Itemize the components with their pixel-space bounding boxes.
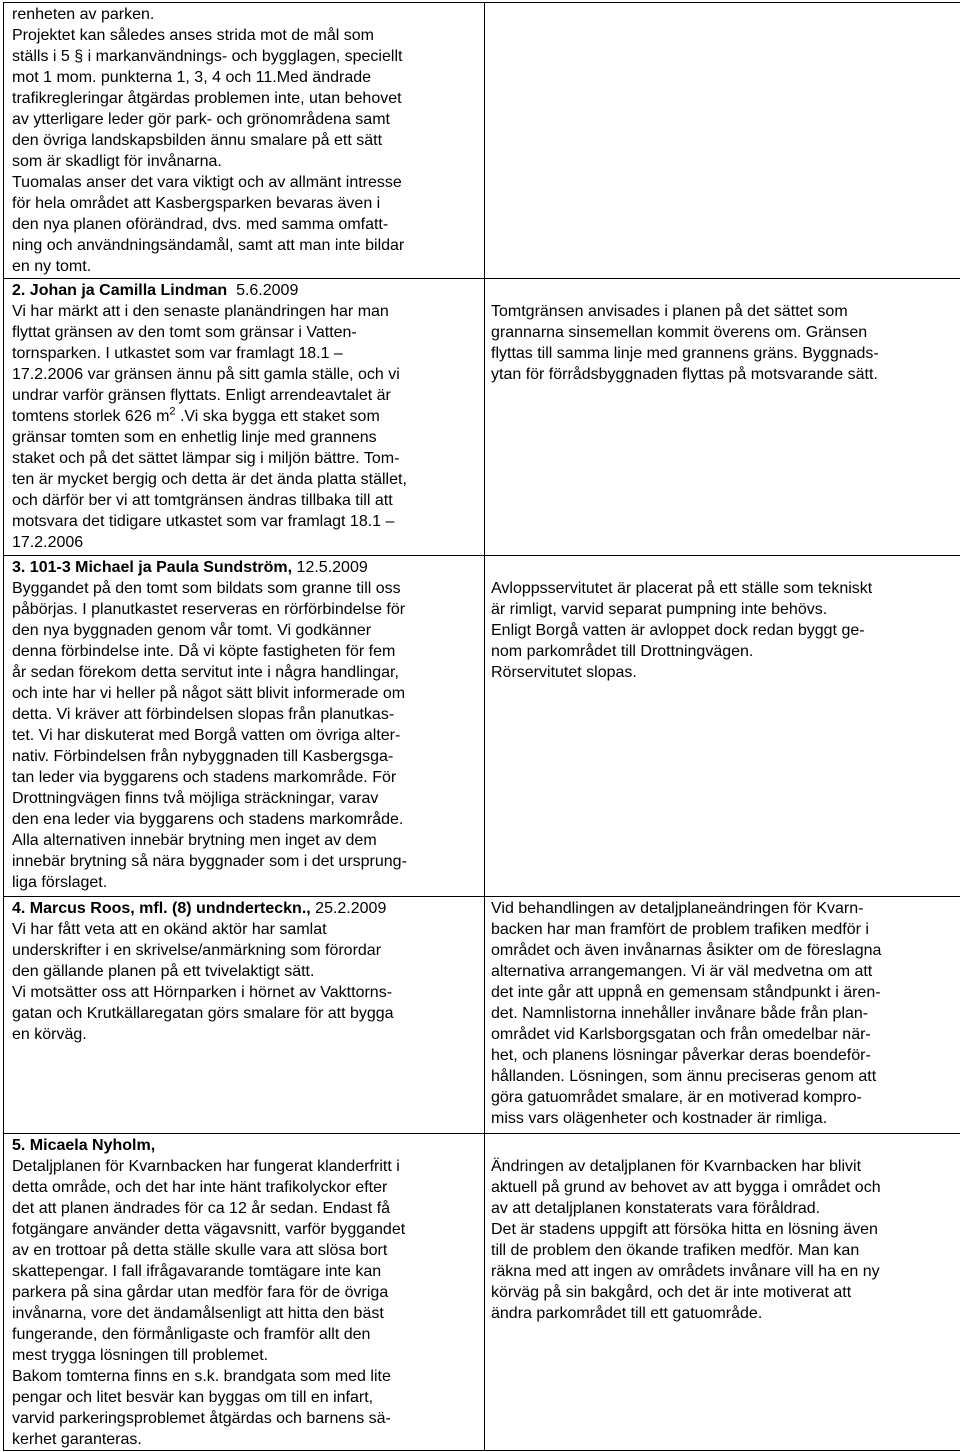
text-line: Det är stadens uppgift att försöka hitta en lösning även [491, 1221, 878, 1238]
text-line: miss vars olägenheter och kostnader är rimliga. [491, 1110, 828, 1127]
text-line: är rimligt, varvid separat pumpning inte behövs. [491, 601, 828, 618]
text-line: ning och användningsändamål, samt att man inte bildar [12, 237, 405, 254]
text-line: Vi har märkt att i den senaste planändringen har man [12, 303, 389, 320]
text-line: Bakom tomterna finns en s.k. brandgata som med lite [12, 1368, 391, 1385]
text-line: ten är mycket bergig och detta är det ända platta stället, [12, 471, 407, 488]
text-line: Tuomalas anser det vara viktigt och av allmänt intresse [12, 174, 402, 191]
text-line: detta. Vi kräver att förbindelsen slopas från planutkas- [12, 706, 395, 723]
text-line: fotgängare använder detta vägavsnitt, varför byggandet [12, 1221, 406, 1238]
text-line: den gällande planen på ett tvivelaktigt sätt. [12, 963, 315, 980]
text-line: till de problem den ökande trafiken medför. Man kan [491, 1242, 860, 1259]
text-line: påbörjas. I planutkastet reserveras en rörförbindelse för [12, 601, 406, 618]
text-line: varvid parkeringsproblemet åtgärdas och barnens sä- [12, 1410, 391, 1427]
table-row [4, 897, 960, 1134]
text-line: och därför ber vi att tomtgränsen ändras tillbaka till att [12, 492, 393, 509]
text-line: tan leder via byggarens och stadens markområde. För [12, 769, 397, 786]
right-cell [485, 897, 960, 1134]
text-line: Avloppsservitutet är placerat på ett ställe som tekniskt [491, 580, 873, 597]
r4-right [485, 1134, 960, 1324]
text-line: Vi motsätter oss att Hörnparken i hörnet av Vakttorns- [12, 984, 393, 1001]
text-line: Vi har fått veta att en okänd aktör har samlat [12, 921, 327, 938]
text-line: den nya byggnaden genom vår tomt. Vi godkänner [12, 622, 372, 639]
right-cell [485, 3, 960, 279]
text-line: som är skadligt för invånarna. [12, 153, 222, 170]
table-row [4, 3, 960, 279]
text-line: Tomtgränsen anvisades i planen på det sättet som [491, 303, 848, 320]
text-line: backen har man framfört de problem trafiken medför i [491, 921, 869, 938]
text-line: underskrifter i en skrivelse/anmärkning som förordar [12, 942, 382, 959]
text-line: av att detaljplanen konstaterats vara föråldrad. [491, 1200, 821, 1217]
text-line: denna förbindelse inte. Då vi köpte fastigheten för fem [12, 643, 396, 660]
text-line: het, och planens lösningar påverkar deras boendeför- [491, 1047, 871, 1064]
left-cell [4, 3, 485, 279]
text-line: det att planen ändrades för ca 12 år sedan. Endast få [12, 1200, 391, 1217]
text-line: renheten av parken. [12, 6, 155, 23]
text-line: Alla alternativen innebär brytning men inget av dem [12, 832, 377, 849]
r1-right [485, 279, 960, 385]
left-cell [4, 556, 485, 897]
text-line: Rörservitutet slopas. [491, 664, 637, 681]
section-heading: 3. 101-3 Michael ja Paula Sundström, 12.5.2009 [12, 559, 368, 576]
text-line: körväg på sin bakgård, och det är inte motiverat att [491, 1284, 852, 1301]
left-cell [4, 897, 485, 1134]
section-heading: 5. Micaela Nyholm, [12, 1137, 156, 1154]
text-line: aktuell på grund av behovet av att bygga i området och [491, 1179, 881, 1196]
text-line: gatan och Krutkällaregatan görs smalare för att bygga [12, 1005, 394, 1022]
r0-right [485, 3, 960, 4]
right-cell [485, 556, 960, 897]
text-line: alternativa arrangemangen. Vi är väl medvetna om att [491, 963, 873, 980]
r3-left [12, 919, 476, 1045]
table-row [4, 1134, 960, 1451]
text-line: invånarna, vore det ändamålsenligt att hitta den bäst [12, 1305, 384, 1322]
document-table [3, 2, 960, 1451]
area-line: tomtens storlek 626 $m^2$ .Vi ska bygga ett staket som [12, 405, 380, 425]
text-line: flyttas till samma linje med grannens gräns. Byggnads- [491, 345, 879, 362]
text-line: en ny tomt. [12, 258, 92, 275]
r3-right [485, 897, 960, 1129]
text-line: det inte går att uppnå en gemensam ståndpunkt i ären- [491, 984, 881, 1001]
right-cell [485, 1134, 960, 1451]
r2-left [12, 578, 476, 893]
text-line: räkna med att ingen av områdets invånare vill ha en ny [491, 1263, 880, 1280]
r2-right [485, 556, 960, 683]
text-line: grannarna sinsemellan kommit överens om. Gränsen [491, 324, 868, 341]
text-line: detta område, och det har inte hänt trafikolyckor efter [12, 1179, 388, 1196]
text-line: mest trygga lösningen till problemet. [12, 1347, 269, 1364]
text-line: flyttat gränsen av den tomt som gränsar i Vatten- [12, 324, 357, 341]
text-line: Vid behandlingen av detaljplaneändringen för Kvarn- [491, 900, 864, 917]
text-line: av ytterligare leder gör park- och grönområdena samt [12, 111, 390, 128]
text-line: nom parkområdet till Drottningvägen. [491, 643, 754, 660]
text-line: ytan för förrådsbyggnaden flyttas på motsvarande sätt. [491, 366, 878, 383]
text-line: området vid Karlsborgsgatan och från omedelbar när- [491, 1026, 871, 1043]
r4-left [12, 1156, 476, 1450]
text-line: innebär brytning så nära byggnader som i det ursprung- [12, 853, 407, 870]
text-line: området och även invånarnas åsikter om de föreslagna [491, 942, 882, 959]
text-line: kerhet garanteras. [12, 1431, 142, 1448]
table-row [4, 279, 960, 556]
text-line: Detaljplanen för Kvarnbacken har fungerat klanderfritt i [12, 1158, 400, 1175]
text-line: en körväg. [12, 1026, 87, 1043]
left-cell [4, 279, 485, 556]
table-row [4, 556, 960, 897]
r0-left [4, 3, 484, 277]
r1-left [12, 301, 476, 406]
text-line: fungerande, den förmånligaste och framför allt den [12, 1326, 371, 1343]
text-line: mot 1 mom. punkterna 1, 3, 4 och 11.Med ändrade [12, 69, 372, 86]
text-line: år sedan förekom detta servitut inte i några handlingar, [12, 664, 399, 681]
text-line: Byggandet på den tomt som bildats som granne till oss [12, 580, 401, 597]
text-line: och inte har vi heller på något sätt blivit informerade om [12, 685, 406, 702]
text-line: den ena leder via byggarens och stadens markområde. [12, 811, 404, 828]
text-line: hållanden. Lösningen, som ännu preciseras genom att [491, 1068, 877, 1085]
text-line: pengar och litet besvär kan byggas om till en infart, [12, 1389, 374, 1406]
text-line: nativ. Förbindelsen från nybyggnaden till Kasbergsga- [12, 748, 394, 765]
text-line: 17.2.2006 [12, 534, 84, 551]
text-line: ställs i 5 § i markanvändnings- och bygglagen, speciellt [12, 48, 403, 65]
r1-left-after [12, 427, 476, 553]
left-cell [4, 1134, 485, 1451]
text-line: undrar varför gränsen flyttats. Enligt arrendeavtalet är [12, 387, 391, 404]
text-line: Projektet kan således anses strida mot de mål som [12, 27, 374, 44]
text-line: av en trottoar på detta ställe skulle vara att slösa bort [12, 1242, 388, 1259]
text-line: staket och på det sättet lämpar sig i miljön bättre. Tom- [12, 450, 400, 467]
text-line: tornsparken. I utkastet som var framlagt 18.1 – [12, 345, 343, 362]
text-line: Drottningvägen finns två möjliga sträckningar, varav [12, 790, 379, 807]
text-line: för hela området att Kasbergsparken bevaras även i [12, 195, 381, 212]
text-line: den övriga landskapsbilden ännu smalare på ett sätt [12, 132, 383, 149]
section-heading: 4. Marcus Roos, mfl. (8) undnderteckn., 25.2.2009 [12, 900, 387, 917]
right-cell [485, 279, 960, 556]
text-line: Ändringen av detaljplanen för Kvarnbacken har blivit [491, 1158, 862, 1175]
text-line: parkera på sina gårdar utan medför fara för de övriga [12, 1284, 389, 1301]
text-line: liga förslaget. [12, 874, 108, 891]
text-line: skattepengar. I fall ifrågavarande tomtägare inte kan [12, 1263, 382, 1280]
text-line: Enligt Borgå vatten är avloppet dock redan byggt ge- [491, 622, 865, 639]
text-line: 17.2.2006 var gränsen ännu på sitt gamla ställe, och vi [12, 366, 400, 383]
text-line: tet. Vi har diskuterat med Borgå vatten om övriga alter- [12, 727, 401, 744]
text-line: ändra parkområdet till ett gatuområde. [491, 1305, 763, 1322]
text-line: trafikregleringar åtgärdas problemen inte, utan behovet [12, 90, 402, 107]
text-line: göra gatuområdet smalare, är en motiverad kompro- [491, 1089, 862, 1106]
text-line: gränsar tomten som en enhetlig linje med grannens [12, 429, 377, 446]
text-line: motsvara det tidigare utkastet som var framlagt 18.1 – [12, 513, 395, 530]
text-line: den nya planen oförändrad, dvs. med samma omfatt- [12, 216, 389, 233]
section-heading: 2. Johan ja Camilla Lindman 5.6.2009 [12, 282, 299, 299]
text-line: det. Namnlistorna innehåller invånare både från plan- [491, 1005, 869, 1022]
